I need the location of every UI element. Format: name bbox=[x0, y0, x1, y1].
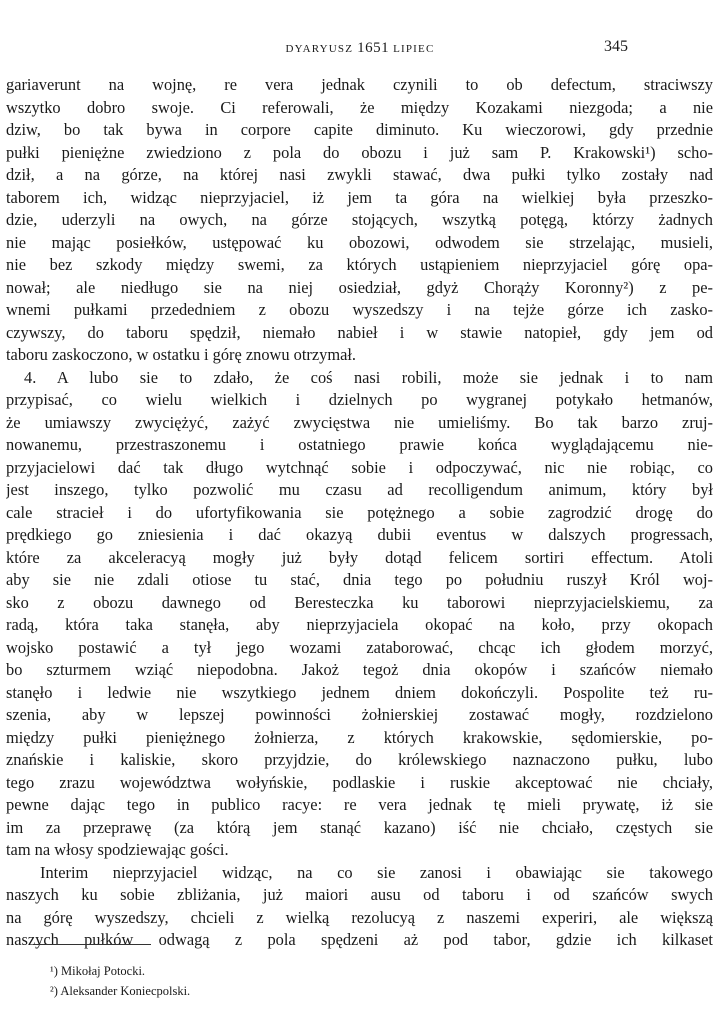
text-line: między pułki pieniężnego żołnierza, z których krakowskie, sędomierskie, po- bbox=[6, 727, 713, 747]
text-line: sko z obozu dawnego od Beresteczka ku taborowi nieprzyjacielskiemu, za bbox=[6, 592, 713, 612]
text-line: nował; ale niedługo sie na niej osiedział, gdyż Chorąży Koronny²) z pe- bbox=[6, 277, 713, 297]
text-line: jest inszego, tylko pozwolić mu czasu ad recolligendum animum, który był bbox=[6, 480, 713, 499]
text-line: czywszy, do taboru spędził, niemało nabieł i w stawie natopieł, gdy jem od bbox=[6, 322, 713, 342]
text-line: tam na włosy spodziewając gości. bbox=[6, 840, 229, 859]
page-number: 345 bbox=[604, 38, 628, 55]
running-title-year: 1651 bbox=[357, 40, 390, 56]
text-line: przypisać, co wielu wielkich i dzielnych po wygranej potykało hetmanów, bbox=[6, 390, 713, 409]
text-line: że umiawszy zwyciężyć, zażyć zwycięstwa nie umieliśmy. Bo tak barzo zruj- bbox=[6, 412, 713, 432]
running-head bbox=[0, 38, 720, 58]
text-line: radą, która taka stanęła, aby nieprzyjaciela okopać na koło, przy okopach bbox=[6, 615, 713, 634]
text-line: szenia, aby w lepszej powinności żołnierskiej zostawać mogły, rozdzielono bbox=[6, 705, 713, 724]
footnotes bbox=[50, 961, 190, 1001]
text-line: naszych pułków odwagą z pola spędzeni aż pod tabor, gdzie ich kilkaset bbox=[6, 930, 713, 949]
text-line: dził, a na górze, na której nasi zwykli stawać, dwa pułki tylko zostały nad bbox=[6, 165, 713, 184]
text-line: naszych ku sobie zbliżania, już maiori ausu od taboru i od szańców swych bbox=[6, 885, 713, 904]
text-line: gariaverunt na wojnę, re vera jednak czynili to ob defectum, straciwszy bbox=[6, 75, 713, 94]
text-line: nowanemu, przestraszonemu i ostatniego prawie końca wyglądającemu nie- bbox=[6, 435, 713, 454]
text-line: im za przeprawę (za którą jem stanąć kazano) iść nie chciało, częstych sie bbox=[6, 817, 713, 837]
text-line: aby sie nie zdali otiose tu stać, dnia tego po południu ruszył Król woj- bbox=[6, 570, 713, 589]
text-line: cale stracieł i do ufortyfikowania sie potężnego a sobie zagrodzić drogę do bbox=[6, 502, 713, 522]
text-line: wojsko postawić a tył jego wozami zataborować, chcąc ich głodem morzyć, bbox=[6, 637, 713, 657]
text-line: taboru zaskoczono, w ostatku i górę znowu otrzymał. bbox=[6, 345, 357, 364]
body-text bbox=[6, 74, 713, 952]
paragraph-start-line: Interim nieprzyjaciel widząc, na co sie zanosi i obawiając sie takowego bbox=[40, 862, 713, 882]
footnote-divider bbox=[33, 944, 151, 945]
text-line: znańskie i kaliskie, skoro przyjdzie, do królewskiego naznaczono pułku, lubo bbox=[6, 750, 713, 769]
paragraph-start-line: 4. A lubo sie to zdało, że coś nasi robili, może sie jednak i to nam bbox=[24, 367, 713, 387]
text-line: prędkiego go zniesienia i dać okazyą dubii eventus w dalszych progressach, bbox=[6, 525, 713, 544]
text-line: wszytko dobro swoje. Ci referowali, że między Kozakami niezgoda; a nie bbox=[6, 97, 713, 117]
text-line: które za akceleracyą mogły już były dotąd felicem sortiri effectum. Atoli bbox=[6, 547, 713, 567]
text-line: pewne dając tego in publico racye: re vera jednak tę mieli prywatę, iż sie bbox=[6, 795, 713, 814]
text-line: pułki pieniężne zwiedziono z pola do obozu i już sam P. Krakowski¹) scho- bbox=[6, 142, 713, 162]
footnote: ²) Aleksander Koniecpolski. bbox=[50, 984, 191, 998]
text-line: na górę wyszedszy, chcieli z wielką rezolucyą z naszemi experiri, ale większą bbox=[6, 907, 713, 927]
text-line: dzie, uderzyli na owych, na górze stojących, wszytką potęgą, którzy żadnych bbox=[6, 210, 713, 229]
text-line: stanęło i ledwie nie wszytkiego jednem dniem dokończyli. Pospolite też ru- bbox=[6, 682, 713, 702]
text-line: nie bez szkody między swemi, za których ustąpieniem nieprzyjaciel górę opa- bbox=[6, 255, 713, 274]
running-title-after: LIPIEC bbox=[389, 43, 435, 55]
text-line: nie mając posiełków, ustępować ku obozowi, odwodem sie strzelając, musieli, bbox=[6, 232, 713, 252]
text-line: taborem ich, widząc nieprzyjaciel, iż jem ta góra na wielkiej była przeszko- bbox=[6, 187, 713, 207]
text-line: bo szturmem wziąć niepodobna. Jakoż tegoż dnia okopów i szańców niemało bbox=[6, 660, 713, 679]
text-line: tego zrazu województwa wołyńskie, podlaskie i ruskie akceptować nie chciały, bbox=[6, 772, 713, 792]
footnote: ¹) Mikołaj Potocki. bbox=[50, 964, 146, 978]
text-line: dziw, bo tak bywa in corpore capite diminuto. Ku wieczorowi, gdy przednie bbox=[6, 120, 713, 139]
text-line: przyjacielowi dać tak długo wytchnąć sobie i odpoczywać, nic nie robiąc, co bbox=[6, 457, 713, 477]
text-line: wnemi pułkami przededniem z obozu wyszedszy i na tejże górze ich zasko- bbox=[6, 300, 713, 319]
running-title-before: DYARYUSZ bbox=[285, 43, 358, 55]
